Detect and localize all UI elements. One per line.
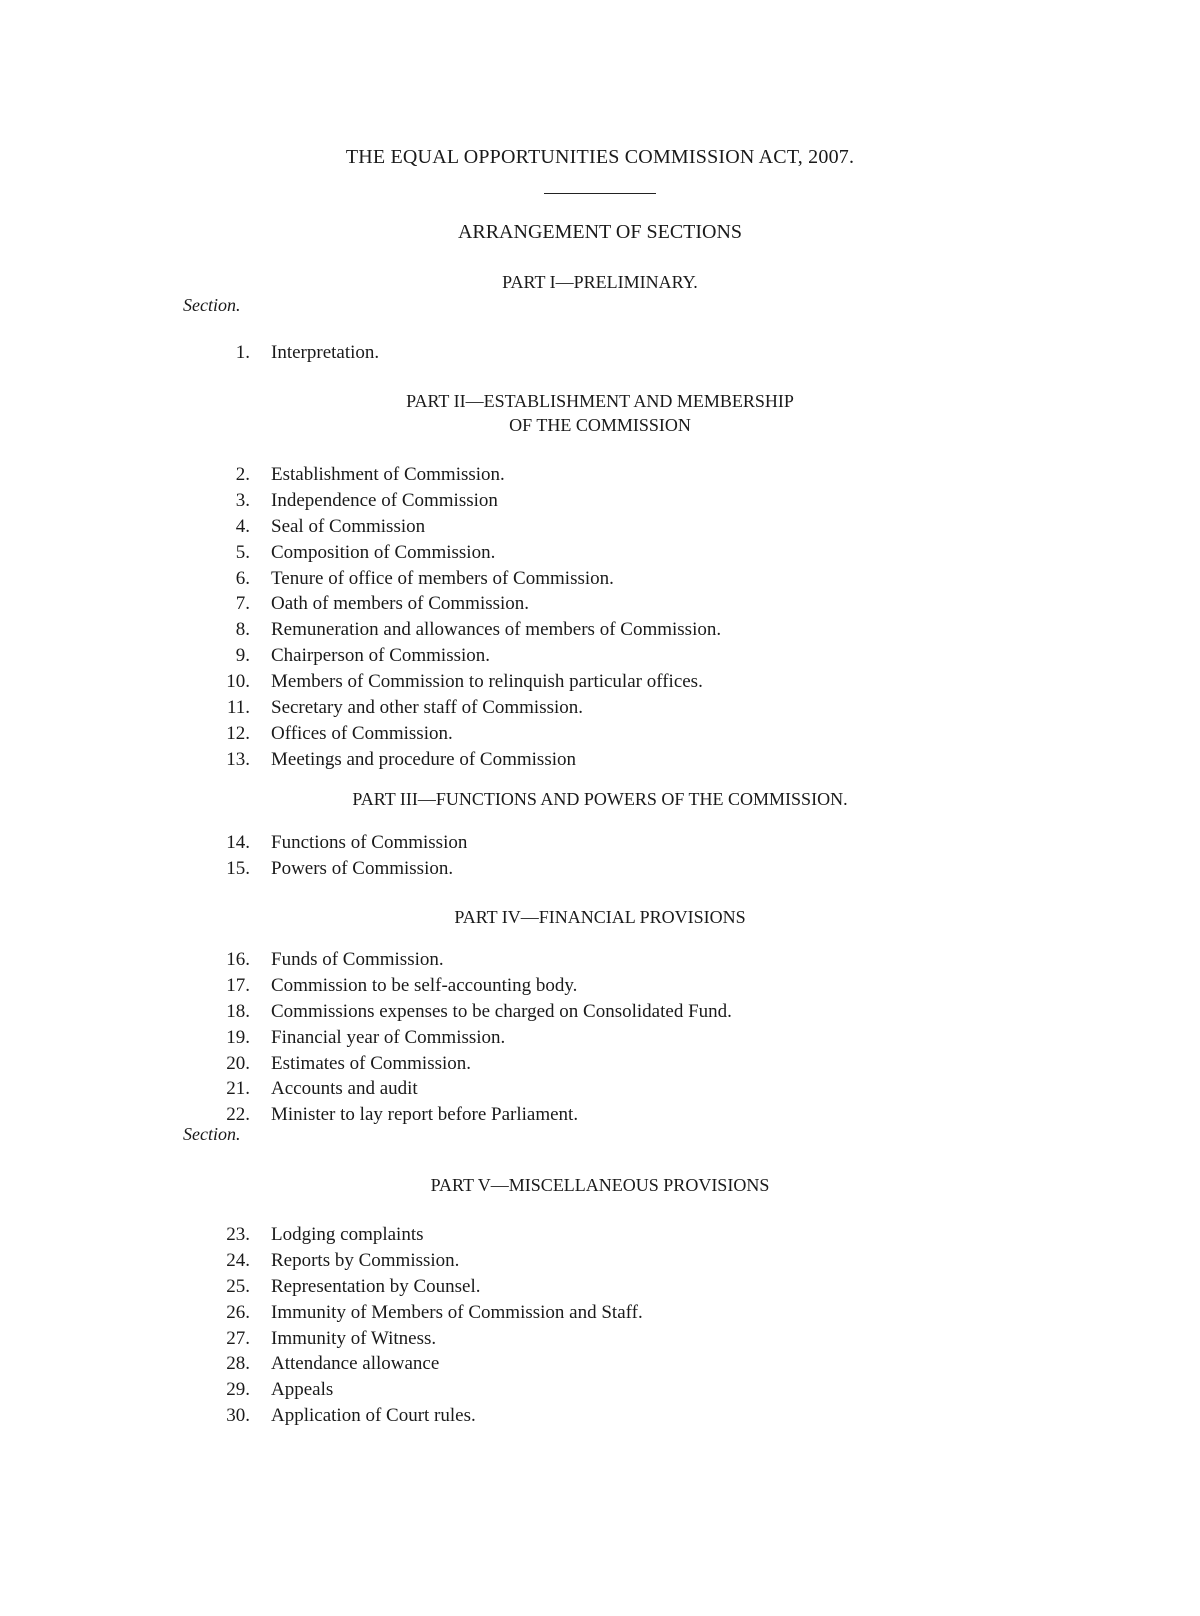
section-list-item bbox=[0, 999, 1200, 1025]
section-number: 2. bbox=[235, 464, 250, 485]
section-list-item bbox=[0, 617, 1200, 643]
section-list-item bbox=[0, 340, 1200, 366]
section-title: Establishment of Commission. bbox=[271, 464, 505, 485]
section-list-item bbox=[0, 1025, 1200, 1051]
section-number: 29. bbox=[226, 1379, 250, 1401]
section-title: Tenure of office of members of Commission. bbox=[271, 567, 614, 589]
section-list-item bbox=[0, 1102, 1200, 1128]
section-title: Attendance allowance bbox=[271, 1353, 440, 1375]
section-title: Minister to lay report before Parliament. bbox=[271, 1104, 579, 1126]
section-list-item bbox=[0, 488, 1200, 514]
section-number: 17. bbox=[226, 974, 250, 996]
section-title: Representation by Counsel. bbox=[271, 1275, 481, 1297]
section-title: Members of Commission to relinquish particular offices. bbox=[271, 671, 703, 693]
section-number: 21. bbox=[226, 1078, 250, 1100]
act-title: THE EQUAL OPPORTUNITIES COMMISSION ACT, 2007. bbox=[345, 146, 855, 168]
part-4-heading: PART IV—FINANCIAL PROVISIONS bbox=[454, 907, 746, 927]
section-list-item bbox=[0, 1222, 1200, 1248]
section-list-item bbox=[0, 514, 1200, 540]
section-number: 22. bbox=[226, 1104, 250, 1126]
part-5-list bbox=[0, 1222, 1200, 1429]
part-2-list bbox=[0, 462, 1200, 773]
section-list-item bbox=[0, 669, 1200, 695]
section-list-item bbox=[0, 1377, 1200, 1403]
section-list-item bbox=[0, 462, 1200, 488]
arrangement-heading: ARRANGEMENT OF SECTIONS bbox=[457, 221, 743, 243]
section-title: Funds of Commission. bbox=[271, 949, 444, 970]
part-1-list bbox=[0, 340, 1200, 366]
section-number: 6. bbox=[235, 567, 250, 589]
section-list-item bbox=[0, 1076, 1200, 1102]
section-title: Immunity of Witness. bbox=[271, 1327, 437, 1349]
section-title: Composition of Commission. bbox=[271, 541, 496, 563]
section-title: Lodging complaints bbox=[271, 1224, 424, 1245]
section-title: Secretary and other staff of Commission. bbox=[271, 697, 584, 719]
section-number: 9. bbox=[235, 645, 250, 667]
part-1-heading: PART I—PRELIMINARY. bbox=[502, 272, 698, 292]
section-list-item bbox=[0, 830, 1200, 856]
section-number: 5. bbox=[235, 541, 250, 563]
section-number: 1. bbox=[235, 342, 250, 363]
section-number: 18. bbox=[226, 1000, 250, 1022]
section-number: 8. bbox=[235, 619, 250, 641]
section-list-item bbox=[0, 1051, 1200, 1077]
section-number: 12. bbox=[226, 722, 250, 744]
section-list-item bbox=[0, 856, 1200, 882]
section-list-item bbox=[0, 591, 1200, 617]
section-label: Section. bbox=[183, 295, 241, 315]
section-number: 14. bbox=[226, 832, 250, 853]
section-number: 16. bbox=[226, 949, 250, 970]
section-list-item bbox=[0, 747, 1200, 773]
section-list-item bbox=[0, 1300, 1200, 1326]
section-title: Immunity of Members of Commission and Staff. bbox=[271, 1301, 643, 1323]
section-title: Seal of Commission bbox=[271, 515, 426, 537]
section-number: 27. bbox=[226, 1327, 250, 1349]
section-number: 11. bbox=[226, 697, 250, 719]
section-title: Powers of Commission. bbox=[271, 857, 454, 879]
section-title: Oath of members of Commission. bbox=[271, 593, 530, 615]
section-list-item bbox=[0, 1403, 1200, 1429]
section-number: 3. bbox=[235, 489, 250, 511]
section-title: Offices of Commission. bbox=[271, 722, 453, 744]
part-4-list bbox=[0, 947, 1200, 1128]
section-title: Independence of Commission bbox=[271, 489, 498, 511]
section-number: 26. bbox=[226, 1301, 250, 1323]
section-title: Chairperson of Commission. bbox=[271, 645, 491, 667]
section-title: Functions of Commission bbox=[271, 832, 468, 853]
section-number: 10. bbox=[226, 671, 250, 693]
section-list-item bbox=[0, 1351, 1200, 1377]
section-title: Estimates of Commission. bbox=[271, 1052, 472, 1074]
section-number: 19. bbox=[226, 1026, 250, 1048]
section-list-item bbox=[0, 695, 1200, 721]
part-3-heading: PART III—FUNCTIONS AND POWERS OF THE COMMISSION. bbox=[352, 789, 848, 809]
part-3-list bbox=[0, 830, 1200, 882]
section-number: 24. bbox=[226, 1249, 250, 1271]
section-title: Reports by Commission. bbox=[271, 1249, 460, 1271]
section-title: Commission to be self-accounting body. bbox=[271, 974, 578, 996]
section-title: Appeals bbox=[271, 1379, 334, 1401]
section-number: 25. bbox=[226, 1275, 250, 1297]
section-list-item bbox=[0, 540, 1200, 566]
section-list-item bbox=[0, 1326, 1200, 1352]
part-5-heading: PART V—MISCELLANEOUS PROVISIONS bbox=[430, 1175, 770, 1195]
section-title: Commissions expenses to be charged on Consolidated Fund. bbox=[271, 1000, 732, 1022]
section-label-2: Section. bbox=[183, 1124, 241, 1144]
section-list-item bbox=[0, 566, 1200, 592]
section-list-item bbox=[0, 721, 1200, 747]
section-title: Application of Court rules. bbox=[271, 1405, 476, 1427]
section-number: 23. bbox=[226, 1224, 250, 1245]
section-list-item bbox=[0, 973, 1200, 999]
section-list-item bbox=[0, 643, 1200, 669]
section-number: 4. bbox=[235, 515, 250, 537]
section-list-item bbox=[0, 947, 1200, 973]
part-2-heading-line-1: PART II—ESTABLISHMENT AND MEMBERSHIP bbox=[406, 391, 794, 411]
section-number: 13. bbox=[226, 748, 250, 770]
section-title: Accounts and audit bbox=[271, 1078, 418, 1100]
section-title: Financial year of Commission. bbox=[271, 1026, 506, 1048]
part-2-heading-line-2: OF THE COMMISSION bbox=[509, 415, 691, 435]
section-number: 30. bbox=[226, 1405, 250, 1427]
section-number: 28. bbox=[226, 1353, 250, 1375]
section-list-item bbox=[0, 1274, 1200, 1300]
section-number: 20. bbox=[226, 1052, 250, 1074]
section-number: 7. bbox=[235, 593, 250, 615]
section-number: 15. bbox=[226, 857, 250, 879]
section-title: Remuneration and allowances of members of Commission. bbox=[271, 619, 722, 641]
title-divider bbox=[544, 193, 656, 194]
section-list-item bbox=[0, 1248, 1200, 1274]
section-title: Meetings and procedure of Commission bbox=[271, 748, 577, 770]
section-title: Interpretation. bbox=[271, 342, 380, 363]
